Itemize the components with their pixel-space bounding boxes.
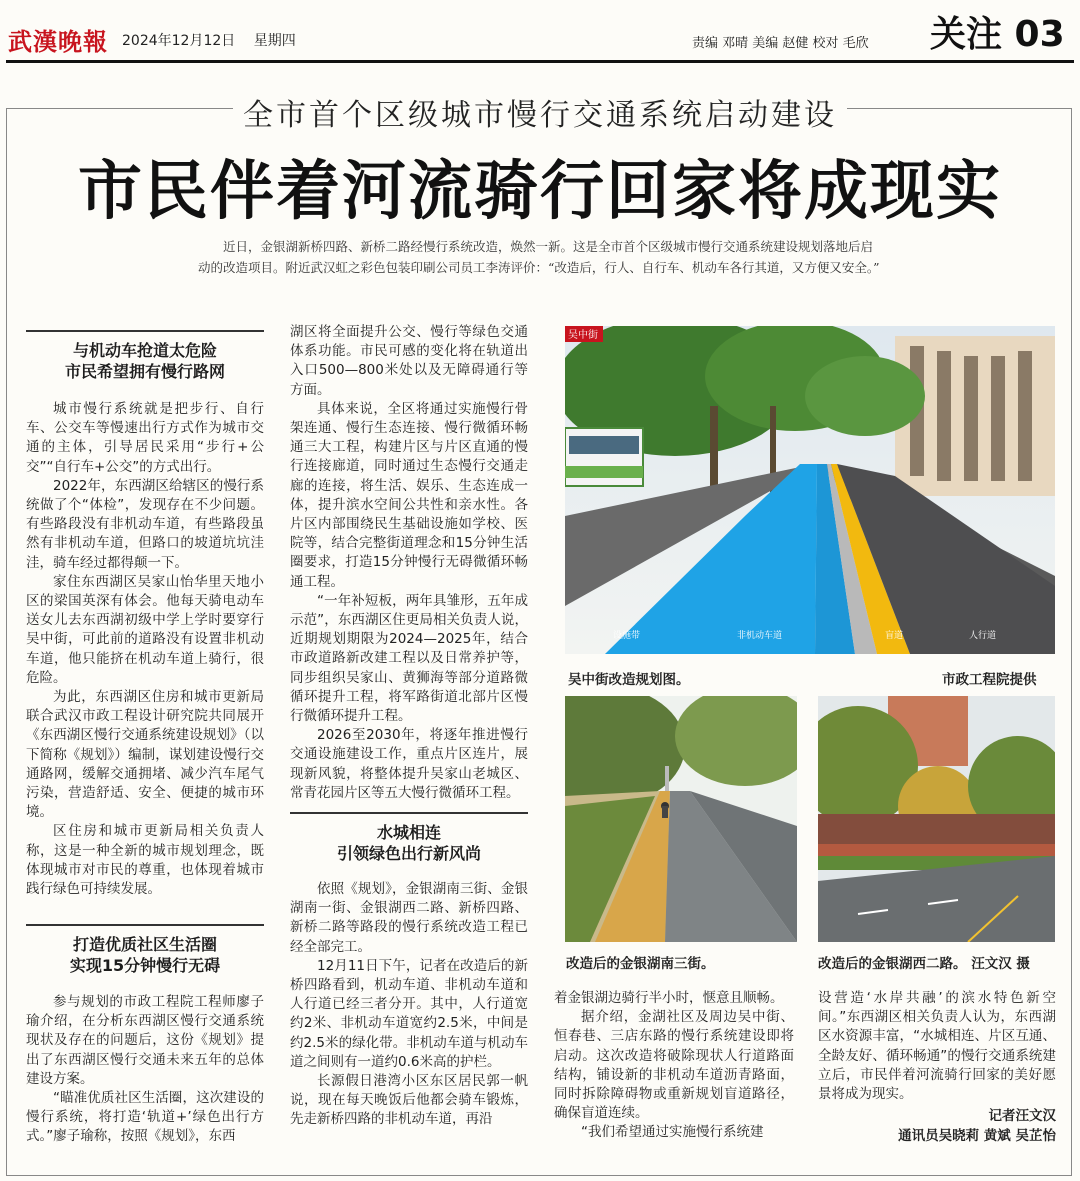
lane-label-tactile: 盲道 bbox=[885, 631, 904, 641]
lane-label-facility: 设施带 bbox=[613, 631, 641, 641]
road-photo bbox=[818, 696, 1055, 942]
paragraph: 依照《规划》，金银湖南三街、金银湖南一街、金银湖西二路、新桥四路、新桥二路等路段的慢行系统改造工程已经全部完工。 bbox=[290, 881, 528, 955]
section-heading-3-line2: 引领绿色出行新风尚 bbox=[336, 844, 481, 863]
paragraph: 设营造‘水岸共融’的滨水特色新空间。”东西湖区相关负责人认为，东西湖区水资源丰富，“水城相连、片区互通、全龄友好、循环畅通”的慢行交通系统建立后，市民伴着河流骑行回家的美好愿景将成为现实。 bbox=[818, 990, 1056, 1103]
date-text: 2024年12月12日 bbox=[122, 33, 236, 49]
article-headline: 市民伴着河流骑行回家将成现实 bbox=[78, 155, 1002, 229]
editor-credits: 责编 邓晴 美编 赵健 校对 毛欣 bbox=[692, 36, 869, 51]
paragraph: 长源假日港湾小区东区居民郭一帆说，现在每天晚饭后他都会骑车锻炼，先走新桥四路的非机动车道，再沿 bbox=[290, 1073, 528, 1128]
section-heading-3 bbox=[290, 812, 528, 864]
paragraph: 具体来说，全区将通过实施慢行骨架连通、慢行生态连接、慢行微循环畅通三大工程，构建片区与片区直通的慢行连接廊道，同时通过生态慢行交通走廊的连接，将生活、娱乐、生态连成一体，提升滨水空间公共性和亲水性。各片区内部围绕民生基础设施如学校、医院等，结合完整街道理念和15分钟生活圈要求，打造15分钟慢行无碍微循环畅通工程。 bbox=[290, 400, 528, 590]
paragraph: “瞄准优质社区生活圈，这次建设的慢行系统，将打造‘轨道+’绿色出行方式。”廖子瑜称，按照《规划》，东西 bbox=[26, 1090, 264, 1145]
paragraph: 2026至2030年，将逐年推进慢行交通设施建设工作，重点片区连片，展现新风貌，将整体提升吴家山老城区、常青花园片区等五大慢行微循环工程。 bbox=[290, 727, 528, 801]
image-tag: 吴中街 bbox=[568, 330, 598, 341]
reporter-byline: 记者汪文汉 bbox=[988, 1108, 1056, 1124]
lane-label-walk: 人行道 bbox=[969, 631, 997, 641]
paragraph: “我们希望通过实施慢行系统建 bbox=[581, 1124, 764, 1141]
paragraph: 家住东西湖区吴家山怡华里天地小区的梁国英深有体会。他每天骑电动车送女儿去东西湖初级中学上学时要穿行吴中街，可此前的道路没有设置非机动车道，他只能挤在机动车道上骑行，很危险。 bbox=[26, 573, 264, 686]
article-lead: 近日，金银湖新桥四路、新桥二路经慢行系统改造，焕然一新。这是全市首个区级城市慢行交通系统建设规划落地后启动的改造项目。附近武汉虹之彩色包装印刷公司员工李涛评价：“改造后，行人、自行车、机动车各行其道，又方便又安全。” bbox=[198, 239, 880, 275]
column-2-text bbox=[290, 323, 528, 803]
main-plan-image bbox=[565, 326, 1055, 654]
paragraph: 据介绍，金湖社区及周边吴中街、恒春巷、三店东路的慢行系统建设即将启动。这次改造将破除现状人行道路面结构，铺设新的非机动车道沥青路面，同时拆除障碍物或重新规划盲道路径，确保盲道连续。 bbox=[554, 1009, 794, 1122]
photo-jinyinhu-south3 bbox=[565, 696, 797, 942]
section-heading-1-line1: 与机动车抢道太危险 bbox=[72, 341, 217, 360]
main-image-caption: 吴中街改造规划图。 bbox=[568, 672, 690, 688]
paragraph: 湖区将全面提升公交、慢行等绿色交通体系功能。市民可感的变化将在轨道出入口500—800米处以及无障碍通行等方面。 bbox=[290, 324, 528, 398]
main-image-credit: 市政工程院提供 bbox=[942, 672, 1037, 688]
paragraph: 城市慢行系统就是把步行、自行车、公交车等慢速出行方式作为城市交通的主体，引导居民采用“步行+公交”“自行车+公交”的方式出行。 bbox=[26, 401, 264, 475]
street-plan-illustration bbox=[565, 326, 1055, 654]
section-heading-2-line1: 打造优质社区生活圈 bbox=[72, 935, 217, 954]
paragraph: 12月11日下午，记者在改造后的新桥四路看到，机动车道、非机动车道和人行道已经三者分开。其中，人行道宽约2米、非机动车道宽约2.5米，中间是约2.5米的绿化带。非机动车道与机动车道之间则有一道约0.6米高的护栏。 bbox=[290, 957, 528, 1070]
paragraph: 区住房和城市更新局相关负责人称，这是一种全新的城市规划理念，既体现城市对市民的尊重，也体现着城市践行绿色可持续发展。 bbox=[26, 823, 264, 898]
paragraph: 为此，东西湖区住房和城市更新局联合武汉市政工程设计研究院共同展开《东西湖区慢行交通系统建设规划》（以下简称《规划》）编制，谋划建设慢行交通路网，缓解交通拥堵、减少汽车尾气污染，营造舒适、安全、便捷的城市环境。 bbox=[26, 689, 264, 821]
paragraph: 着金银湖边骑行半小时，惬意且顺畅。 bbox=[554, 990, 784, 1006]
column-1b-text bbox=[26, 993, 264, 1147]
section-heading-1 bbox=[26, 330, 264, 382]
lane-label-bike: 非机动车道 bbox=[737, 631, 783, 641]
column-1-text bbox=[26, 400, 264, 899]
top-divider bbox=[6, 60, 1074, 63]
section-heading-2 bbox=[26, 924, 264, 976]
subhead-text: 全市首个区级城市慢行交通系统启动建设 bbox=[233, 98, 847, 133]
photo-jinyinhu-west2 bbox=[818, 696, 1055, 942]
paragraph: “一年补短板，两年具雏形，五年成示范”，东西湖区住更局相关负责人说，近期规划期限为2024—2025年，结合市政道路新改建工程以及日常养护等，同步组织吴家山、黄狮海等部分道路微循环提升工程，将军路街道北部片区慢行微循环提升工程。 bbox=[290, 592, 528, 725]
correspondent-byline: 通讯员吴晓莉 黄斌 吴芷怡 bbox=[898, 1128, 1056, 1144]
left-photo-caption: 改造后的金银湖南三街。 bbox=[566, 956, 715, 972]
section-heading-2-line2: 实现15分钟慢行无碍 bbox=[69, 956, 221, 975]
section-title: 关注 03 bbox=[930, 14, 1065, 55]
right-photo-caption: 改造后的金银湖西二路。 汪文汉 摄 bbox=[818, 956, 1030, 972]
issue-date bbox=[122, 30, 310, 50]
column-2b-text bbox=[290, 880, 528, 1130]
paragraph: 2022年，东西湖区给辖区的慢行系统做了个“体检”，发现存在不少问题。有些路段没有非机动车道，有些路段虽然有非机动车道，但路口的坡道坑坑洼洼，骑车经过都得颠一下。 bbox=[26, 477, 264, 571]
bylines bbox=[818, 1106, 1056, 1146]
bike-lane-photo bbox=[565, 696, 797, 942]
column-4-text bbox=[818, 989, 1056, 1104]
weekday-text: 星期四 bbox=[253, 33, 296, 49]
section-heading-1-line2: 市民希望拥有慢行路网 bbox=[64, 362, 225, 381]
column-3-text bbox=[554, 989, 794, 1143]
section-heading-3-line1: 水城相连 bbox=[376, 823, 441, 842]
paragraph: 参与规划的市政工程院工程师廖子瑜介绍，在分析东西湖区慢行交通系统现状及存在的问题后，这份《规划》提出了东西湖区慢行交通未来五年的总体建设方案。 bbox=[26, 994, 264, 1087]
newspaper-logo: 武漢晚報 bbox=[8, 27, 108, 56]
article-subhead bbox=[0, 90, 1080, 134]
